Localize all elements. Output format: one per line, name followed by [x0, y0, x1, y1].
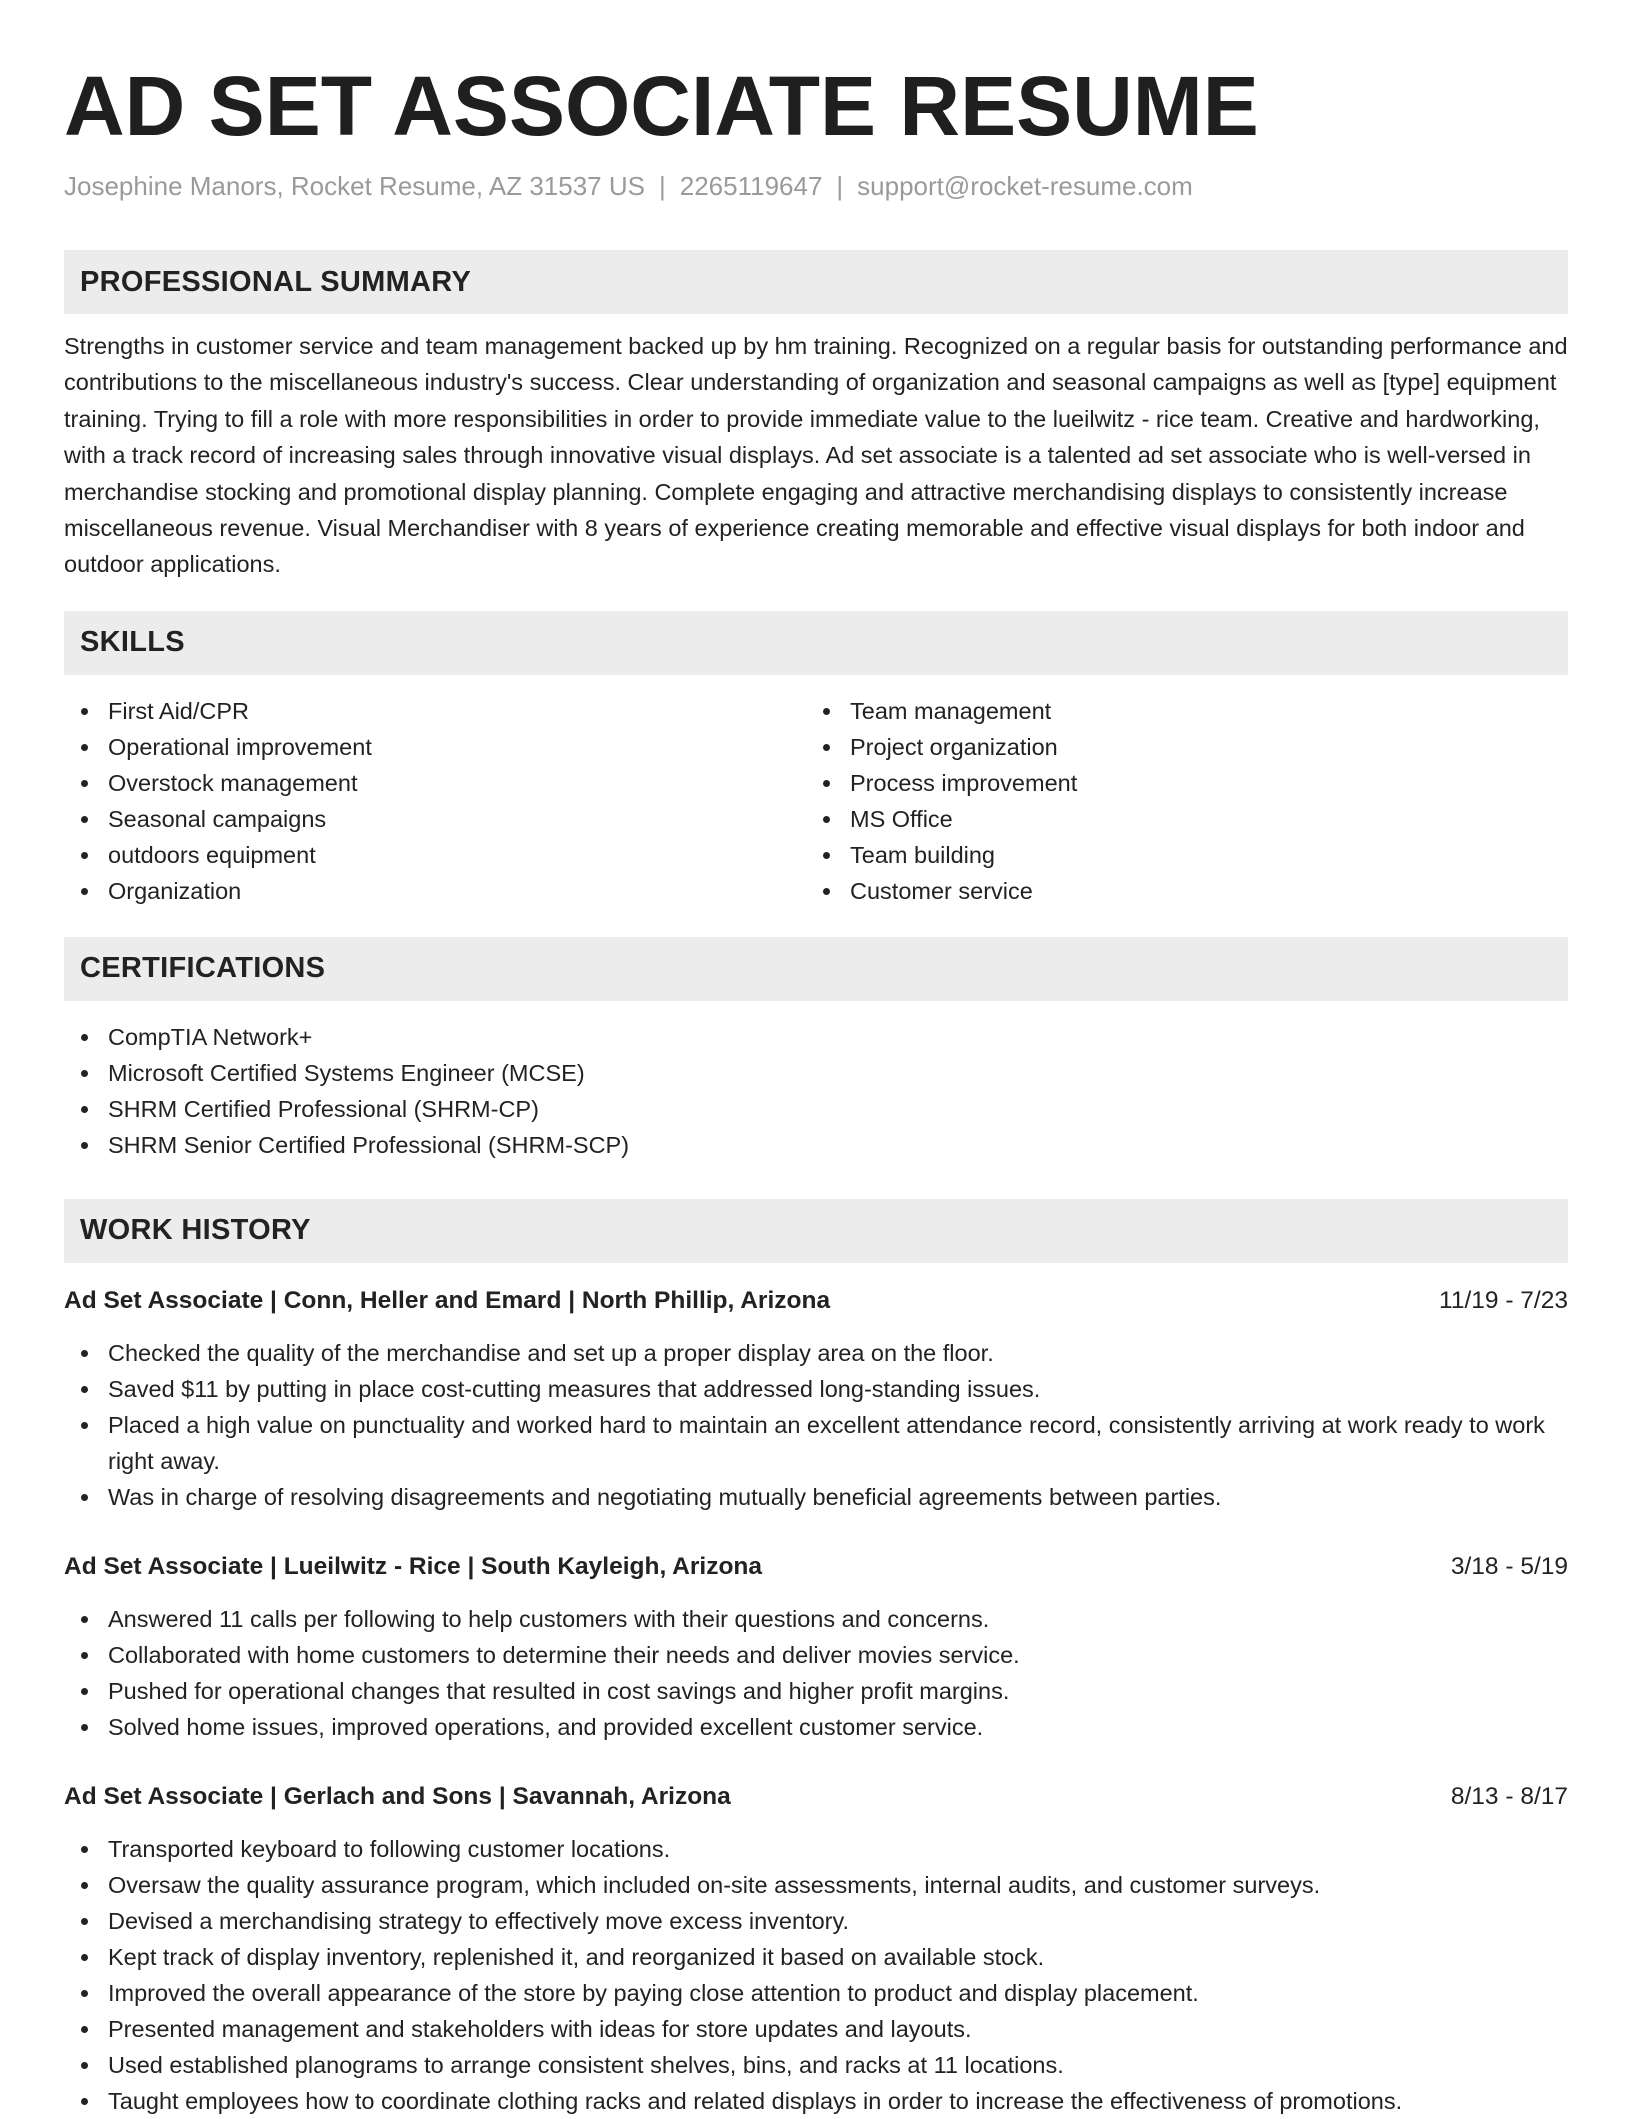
- section-header-work-history: WORK HISTORY: [64, 1199, 1568, 1263]
- contact-address: Josephine Manors, Rocket Resume, AZ 31537 US: [64, 171, 645, 201]
- list-item: Customer service: [806, 873, 1548, 909]
- list-item: Microsoft Certified Systems Engineer (MCSE): [64, 1055, 1568, 1091]
- list-item: Team management: [806, 693, 1548, 729]
- job-title: Ad Set Associate | Gerlach and Sons | Savannah, Arizona: [64, 1782, 731, 1810]
- list-item: Improved the overall appearance of the store by paying close attention to product and display placement.: [64, 1975, 1568, 2011]
- list-item: SHRM Certified Professional (SHRM-CP): [64, 1091, 1568, 1127]
- page-title: AD SET ASSOCIATE RESUME: [64, 59, 1259, 153]
- list-item: Saved $11 by putting in place cost-cutting measures that addressed long-standing issues.: [64, 1371, 1568, 1407]
- list-item: Oversaw the quality assurance program, which included on-site assessments, internal audits, and customer surveys.: [64, 1867, 1568, 1903]
- job-bullets: [64, 1335, 1568, 1515]
- job-dates: 11/19 - 7/23: [1439, 1286, 1568, 1314]
- list-item: SHRM Senior Certified Professional (SHRM-SCP): [64, 1127, 1568, 1163]
- job-entry: [64, 1549, 1568, 1745]
- job-dates: 3/18 - 5/19: [1450, 1552, 1568, 1580]
- job-header: [64, 1549, 1568, 1585]
- job-entry: [64, 1283, 1568, 1515]
- contact-email: support@rocket-resume.com: [857, 171, 1193, 201]
- list-item: Devised a merchandising strategy to effectively move excess inventory.: [64, 1903, 1568, 1939]
- list-item: Placed a high value on punctuality and worked hard to maintain an excellent attendance record, consistently arriving at work ready to work right away.: [64, 1407, 1568, 1479]
- list-item: Used established planograms to arrange consistent shelves, bins, and racks at 11 locations.: [64, 2047, 1568, 2083]
- skills-list-right: [806, 693, 1548, 909]
- job-title: Ad Set Associate | Lueilwitz - Rice | South Kayleigh, Arizona: [64, 1552, 763, 1580]
- list-item: Presented management and stakeholders with ideas for store updates and layouts.: [64, 2011, 1568, 2047]
- job-bullets: [64, 1601, 1568, 1745]
- list-item: Organization: [64, 873, 806, 909]
- list-item: Transported keyboard to following customer locations.: [64, 1831, 1568, 1867]
- section-header-certifications: CERTIFICATIONS: [64, 937, 1568, 1001]
- section-header-summary: PROFESSIONAL SUMMARY: [64, 250, 1568, 314]
- list-item: MS Office: [806, 801, 1548, 837]
- list-item: Process improvement: [806, 765, 1548, 801]
- summary-text: Strengths in customer service and team management backed up by hm training. Recognized on a regular basis for outstanding performance and contributions to the miscellaneous industry's success. Clear understanding of organization and seasonal campaigns as well as [type] equipment training. Trying to fill a role with more responsibilities in order to provide immediate value to the lueilwitz - rice team. Creative and hardworking, with a track record of increasing sales through innovative visual displays. Ad set associate is a talented ad set associate who is well-versed in merchandise stocking and promotional display planning. Complete engaging and attractive merchandising displays to consistently increase miscellaneous revenue. Visual Merchandiser with 8 years of experience creating memorable and effective visual displays for both indoor and outdoor applications.: [64, 333, 1568, 578]
- list-item: Project organization: [806, 729, 1548, 765]
- skills-grid: [64, 693, 1568, 909]
- job-dates: 8/13 - 8/17: [1450, 1782, 1568, 1810]
- list-item: Operational improvement: [64, 729, 806, 765]
- list-item: Team building: [806, 837, 1548, 873]
- list-item: Taught employees how to coordinate clothing racks and related displays in order to increase the effectiveness of promotions.: [64, 2083, 1568, 2119]
- certifications-list: [64, 1019, 1568, 1163]
- list-item: Overstock management: [64, 765, 806, 801]
- job-title: Ad Set Associate | Conn, Heller and Emard | North Phillip, Arizona: [64, 1286, 831, 1314]
- list-item: Checked the quality of the merchandise and set up a proper display area on the floor.: [64, 1335, 1568, 1371]
- section-header-skills: SKILLS: [64, 611, 1568, 675]
- list-item: Pushed for operational changes that resulted in cost savings and higher profit margins.: [64, 1673, 1568, 1709]
- resume-page: [64, 56, 1568, 2119]
- contact-separator: |: [658, 171, 666, 201]
- list-item: Collaborated with home customers to determine their needs and deliver movies service.: [64, 1637, 1568, 1673]
- list-item: Solved home issues, improved operations, and provided excellent customer service.: [64, 1709, 1568, 1745]
- contact-line: [64, 168, 1568, 204]
- list-item: outdoors equipment: [64, 837, 806, 873]
- job-entry: [64, 1779, 1568, 2119]
- contact-phone: 2265119647: [679, 171, 823, 201]
- list-item: Was in charge of resolving disagreements and negotiating mutually beneficial agreements between parties.: [64, 1479, 1568, 1515]
- list-item: CompTIA Network+: [64, 1019, 1568, 1055]
- list-item: Kept track of display inventory, replenished it, and reorganized it based on available stock.: [64, 1939, 1568, 1975]
- list-item: Answered 11 calls per following to help customers with their questions and concerns.: [64, 1601, 1568, 1637]
- contact-separator: |: [836, 171, 844, 201]
- skills-list-left: [64, 693, 806, 909]
- list-item: Seasonal campaigns: [64, 801, 806, 837]
- job-header: [64, 1779, 1568, 1815]
- job-bullets: [64, 1831, 1568, 2119]
- list-item: First Aid/CPR: [64, 693, 806, 729]
- job-header: [64, 1283, 1568, 1319]
